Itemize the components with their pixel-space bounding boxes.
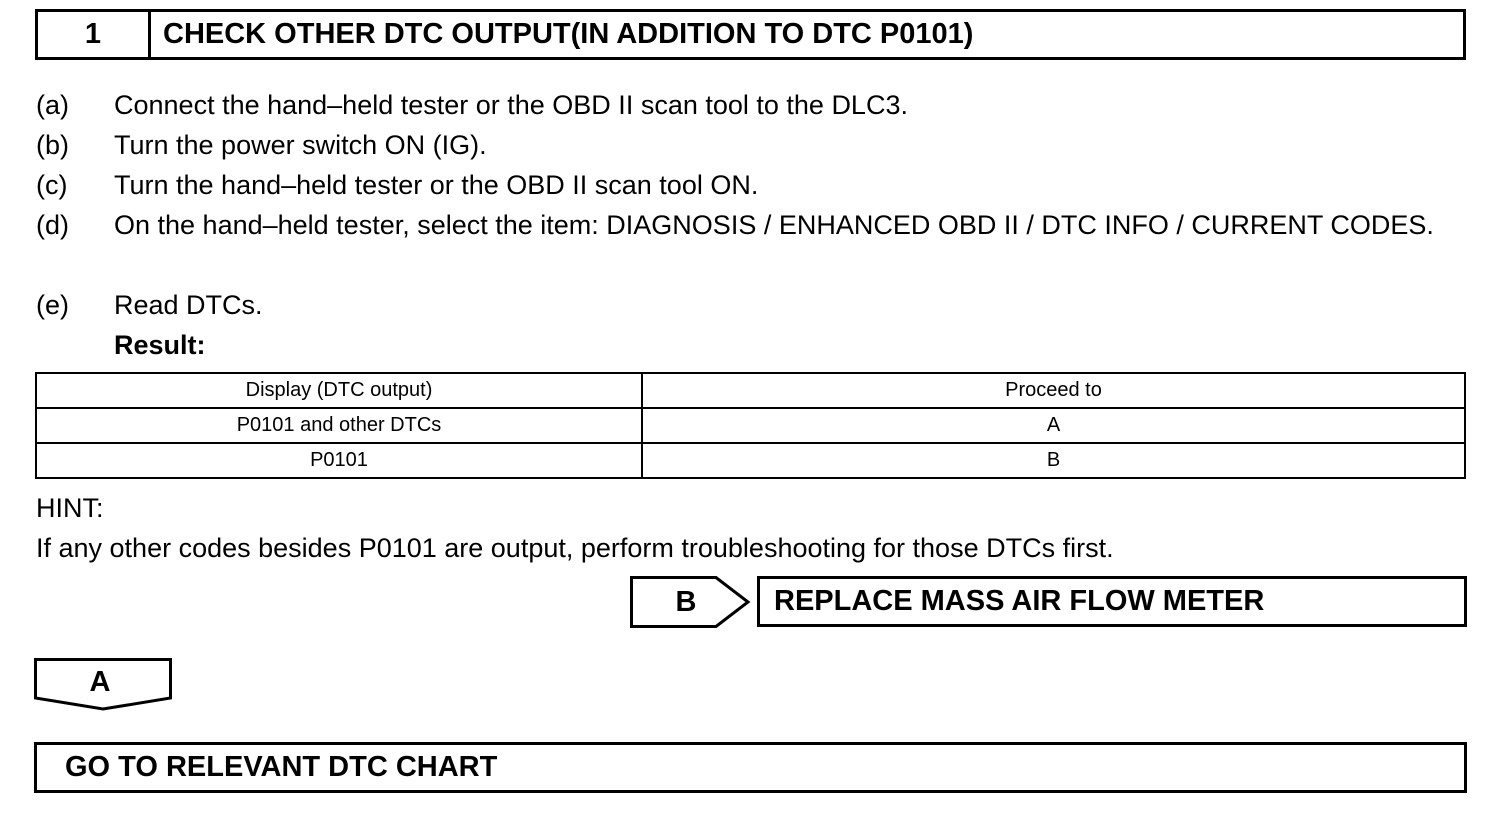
table-cell: A <box>642 408 1465 443</box>
result-label: Result: <box>114 330 206 360</box>
table-cell: B <box>642 443 1465 478</box>
step-title: CHECK OTHER DTC OUTPUT(IN ADDITION TO DTC P0101) <box>163 18 974 50</box>
hint-label: HINT: <box>36 493 104 523</box>
instruction-letter: (c) <box>36 170 68 200</box>
table-header-row <box>36 373 1465 408</box>
branch-a-letter: A <box>89 665 111 698</box>
result-table <box>35 372 1466 479</box>
instruction-letter: (e) <box>36 290 69 320</box>
instruction-letter: (b) <box>36 130 69 160</box>
instruction-text: Turn the power switch ON (IG). <box>114 130 487 160</box>
table-row <box>36 443 1465 478</box>
instruction-text: Turn the hand–held tester or the OBD II scan tool ON. <box>114 170 759 200</box>
table-cell: P0101 and other DTCs <box>36 408 642 443</box>
branch-a-action-text: GO TO RELEVANT DTC CHART <box>65 751 498 783</box>
instruction-text: Read DTCs. <box>114 290 263 320</box>
branch-b-action-box <box>757 576 1467 627</box>
branch-b-action-text: REPLACE MASS AIR FLOW METER <box>774 585 1265 617</box>
table-cell: P0101 <box>36 443 642 478</box>
step-header <box>35 9 1466 60</box>
table-header-cell: Proceed to <box>642 373 1465 408</box>
instruction-letter: (a) <box>36 90 69 120</box>
instruction-text: Connect the hand–held tester or the OBD II scan tool to the DLC3. <box>114 90 908 120</box>
instruction-letter: (d) <box>36 210 69 240</box>
step-number: 1 <box>38 12 151 57</box>
table-header-cell: Display (DTC output) <box>36 373 642 408</box>
hint-text: If any other codes besides P0101 are output, perform troubleshooting for those DTCs first. <box>36 533 1114 563</box>
instruction-text: On the hand–held tester, select the item: DIAGNOSIS / ENHANCED OBD II / DTC INFO / CURRENT CODES. <box>114 210 1434 240</box>
branch-b-letter: B <box>675 585 697 618</box>
branch-a-action-box <box>34 742 1467 793</box>
table-row <box>36 408 1465 443</box>
